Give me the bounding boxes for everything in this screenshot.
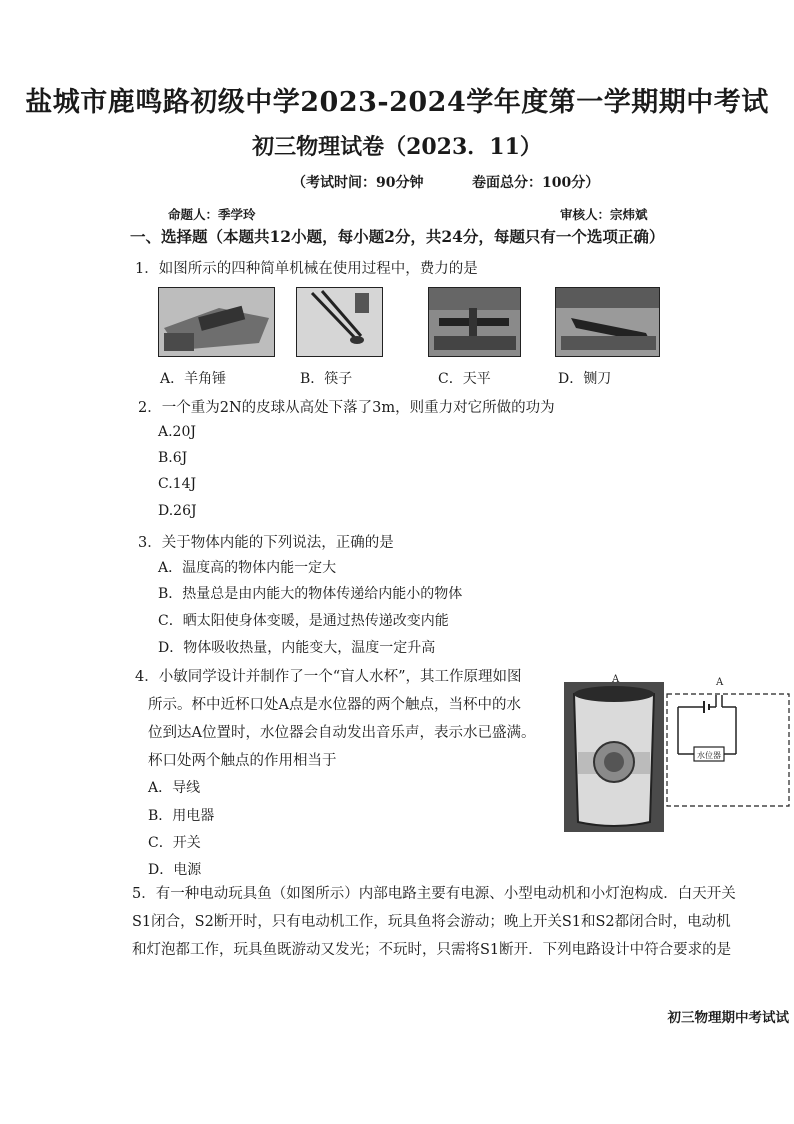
question-1-stem: 1．如图所示的四种简单机械在使用过程中，费力的是 (135, 261, 478, 277)
q1-caption-a: A．羊角锤 (160, 371, 227, 387)
question-5-stem-line-1: 5．有一种电动玩具鱼（如图所示）内部电路主要有电源、小型电动机和小灯泡构成．白天开关 (132, 886, 736, 902)
chopsticks-image (296, 287, 383, 357)
question-2-stem: 2．一个重为2N的皮球从高处下落了3m，则重力对它所做的功为 (138, 400, 555, 416)
reviewer: 审核人：宗炜斌 (560, 207, 648, 222)
balance-scale-image (428, 287, 521, 357)
q4-option-c: C．开关 (148, 835, 201, 851)
q1-caption-b: B．筷子 (300, 371, 353, 387)
q3-option-a: A．温度高的物体内能一定大 (158, 560, 337, 576)
water-level-device-label: 水位器 (697, 751, 721, 760)
q2-option-c: C.14J (158, 476, 197, 492)
question-4-stem-line-4: 杯口处两个触点的作用相当于 (148, 753, 337, 769)
q3-option-d: D．物体吸收热量，内能变大，温度一定升高 (158, 640, 436, 656)
guillotine-cutter-image (555, 287, 660, 357)
q1-caption-d: D．铡刀 (558, 371, 612, 387)
water-level-circuit-diagram (666, 689, 790, 809)
q3-option-c: C．晒太阳使身体变暖，是通过热传递改变内能 (158, 613, 449, 629)
section-heading: 一、选择题（本题共12小题，每小题2分，共24分，每题只有一个选项正确） (130, 227, 665, 246)
question-4-stem-line-2: 所示。杯中近杯口处A点是水位器的两个触点，当杯中的水 (148, 697, 521, 713)
point-a-label-circuit: A (716, 677, 724, 688)
q1-caption-c: C．天平 (438, 371, 491, 387)
question-3-stem: 3．关于物体内能的下列说法，正确的是 (138, 535, 394, 551)
q4-option-d: D．电源 (148, 862, 202, 878)
exam-subtitle: 初三物理试卷（2023．11） (252, 134, 542, 160)
point-a-label-cup: A (612, 674, 620, 685)
q3-option-b: B．热量总是由内能大的物体传递给内能小的物体 (158, 586, 463, 602)
q4-option-a: A．导线 (148, 780, 201, 796)
q2-option-d: D.26J (158, 503, 197, 519)
exam-time: （考试时间：90分钟 (292, 175, 424, 191)
question-4-stem-line-3: 位到达A位置时，水位器会自动发出音乐声，表示水已盛满。 (148, 725, 536, 741)
page-footer: 初三物理期中考试试 (667, 1010, 789, 1026)
total-score: 卷面总分：100分） (472, 175, 600, 191)
author: 命题人：季学玲 (168, 207, 256, 222)
question-5-stem-line-3: 和灯泡都工作，玩具鱼既游动又发光；不玩时，只需将S1断开．下列电路设计中符合要求的是 (132, 942, 732, 958)
claw-hammer-image (158, 287, 275, 357)
q2-option-b: B.6J (158, 450, 188, 466)
question-4-stem-line-1: 4．小敏同学设计并制作了一个“盲人水杯”，其工作原理如图 (135, 669, 522, 685)
blind-cup-image (564, 682, 664, 832)
q4-option-b: B．用电器 (148, 808, 215, 824)
question-5-stem-line-2: S1闭合，S2断开时，只有电动机工作，玩具鱼将会游动；晚上开关S1和S2都闭合时，电动机 (132, 914, 731, 930)
q2-option-a: A.20J (158, 424, 196, 440)
exam-title: 盐城市鹿鸣路初级中学2023-2024学年度第一学期期中考试 (25, 87, 769, 118)
